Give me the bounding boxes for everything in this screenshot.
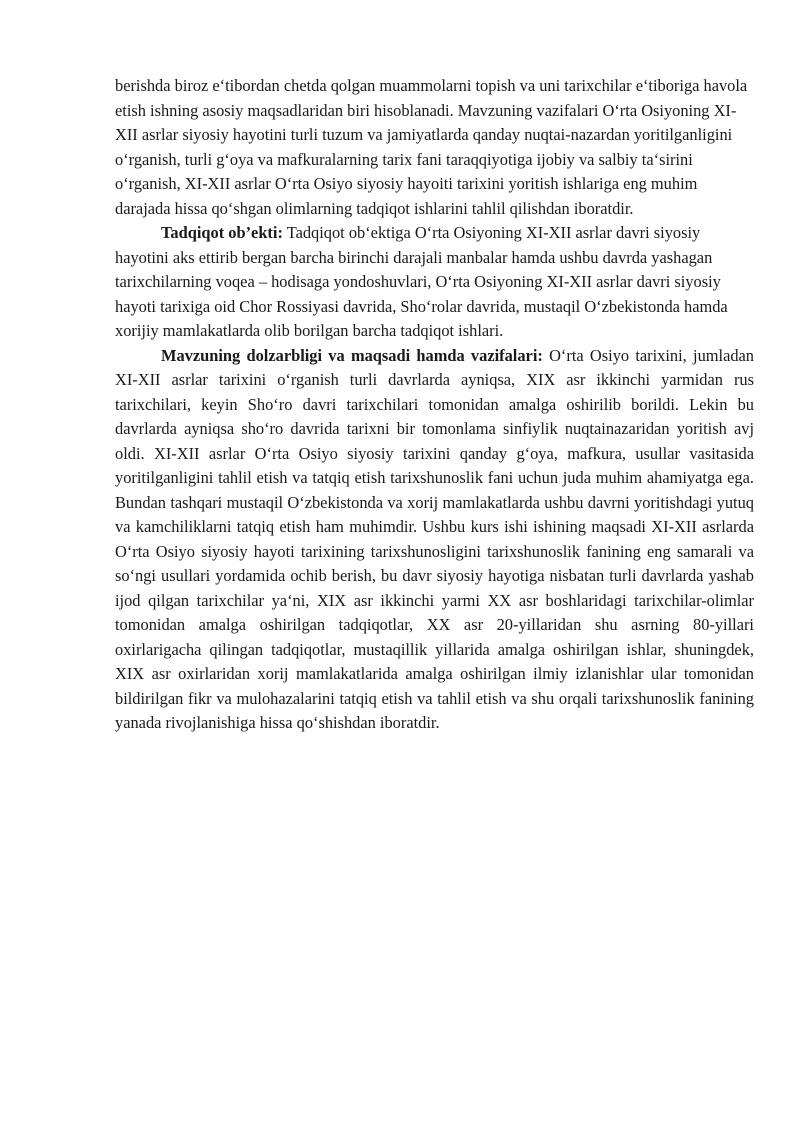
paragraph-intro: [115, 74, 754, 221]
research-object-text: Tadqiqot ob‘ektiga O‘rta Osiyoning XI-XII asrlar davri siyosiy hayotini aks ettirib bergan barcha birinchi darajali manbalar hamda ushbu davrda yashagan tarixchilarning voqea – hodisaga yondoshuvlari, O‘rta Osiyoning XI-XII asrlar davri siyosiy hayoti tarixiga oid Chor Rossiyasi davrida, Sho‘rolar davrida, mustaqil O‘zbekistonda hamda xorijiy mamlakatlarda olib borilgan barcha tadqiqot ishlari.: [115, 223, 728, 340]
relevance-goals-text: O‘rta Osiyo tarixini, jumladan XI-XII asrlar tarixini o‘rganish turli davrlarda ayniqsa, XIX asr ikkinchi yarmidan rus tarixchilari, keyin Sho‘ro davri tarixchilari tomonidan amalga oshirilib borildi. Lekin bu davrlarda ayniqsa sho‘ro davrida tarixni bir tomonlama sinfiylik nuqtainazaridan yoritish avj oldi. XI-XII asrlar O‘rta Osiyo siyosiy tarixini qanday g‘oya, mafkura, usullar vasitasida yoritilganligini tahlil etish va tatqiq etish tarixshunoslik fani uchun juda muhim ahamiyatga ega. Bundan tashqari mustaqil O‘zbekistonda va xorij mamlakatlarda ushbu davrni yoritishdagi yutuq va kamchiliklarni tatqiq etish ham muhimdir. Ushbu kurs ishi ishining maqsadi XI-XII asrlarda O‘rta Osiyo siyosiy hayoti tarixining tarixshunosligini tarixshunoslik fanining eng samarali va so‘ngi usullari yordamida ochib berish, bu davr siyosiy hayotiga nisbatan turli davrlarda yashab ijod qilgan tarixchilar ya‘ni, XIX asr ikkinchi yarmi XX asr boshlaridagi tarixchilar-olimlar tomonidan amalga oshirilgan tadqiqotlar, XX asr 20-yillaridan shu asrning 80-yillari oxirlarigacha qilingan tadqiqotlar, mustaqillik yillarida amalga oshirilgan ishlar, shuningdek, XIX asr oxirlaridan xorij mamlakatlarida amalga oshirilgan ilmiy izlanishlar ular tomonidan bildirilgan fikr va mulohazalarini tatqiq etish va tahlil etish va shu orqali tarixshunoslik fanining yanada rivojlanishiga hissa qo‘shishdan iboratdir.: [115, 345, 755, 732]
relevance-goals-heading: Mavzuning dolzarbligi va maqsadi hamda vazifalari:: [161, 345, 543, 365]
document-page: [115, 74, 754, 736]
research-object-heading: Tadqiqot ob’ekti:: [161, 223, 283, 242]
paragraph-relevance-goals: [115, 344, 754, 736]
paragraph-intro-text: berishda biroz e‘tibordan chetda qolgan muammolarni topish va uni tarixchilar e‘tiboriga havola etish ishning asosiy maqsadlaridan biri hisoblanadi. Mavzuning vazifalari O‘rta Osiyoning XI-XII asrlar siyosiy hayotini turli tuzum va jamiyatlarda qanday nuqtai-nazardan yoritilganligini o‘rganish, turli g‘oya va mafkuralarning tarix fani taraqqiyotiga ijobiy va salbiy ta‘sirini o‘rganish, XI-XII asrlar O‘rta Osiyo siyosiy hayoiti tarixini yoritish ishlariga eng muhim darajada hissa qo‘shgan olimlarning tadqiqot ishlarini tahlil qilishdan iboratdir.: [115, 76, 748, 218]
paragraph-research-object: [115, 221, 754, 344]
